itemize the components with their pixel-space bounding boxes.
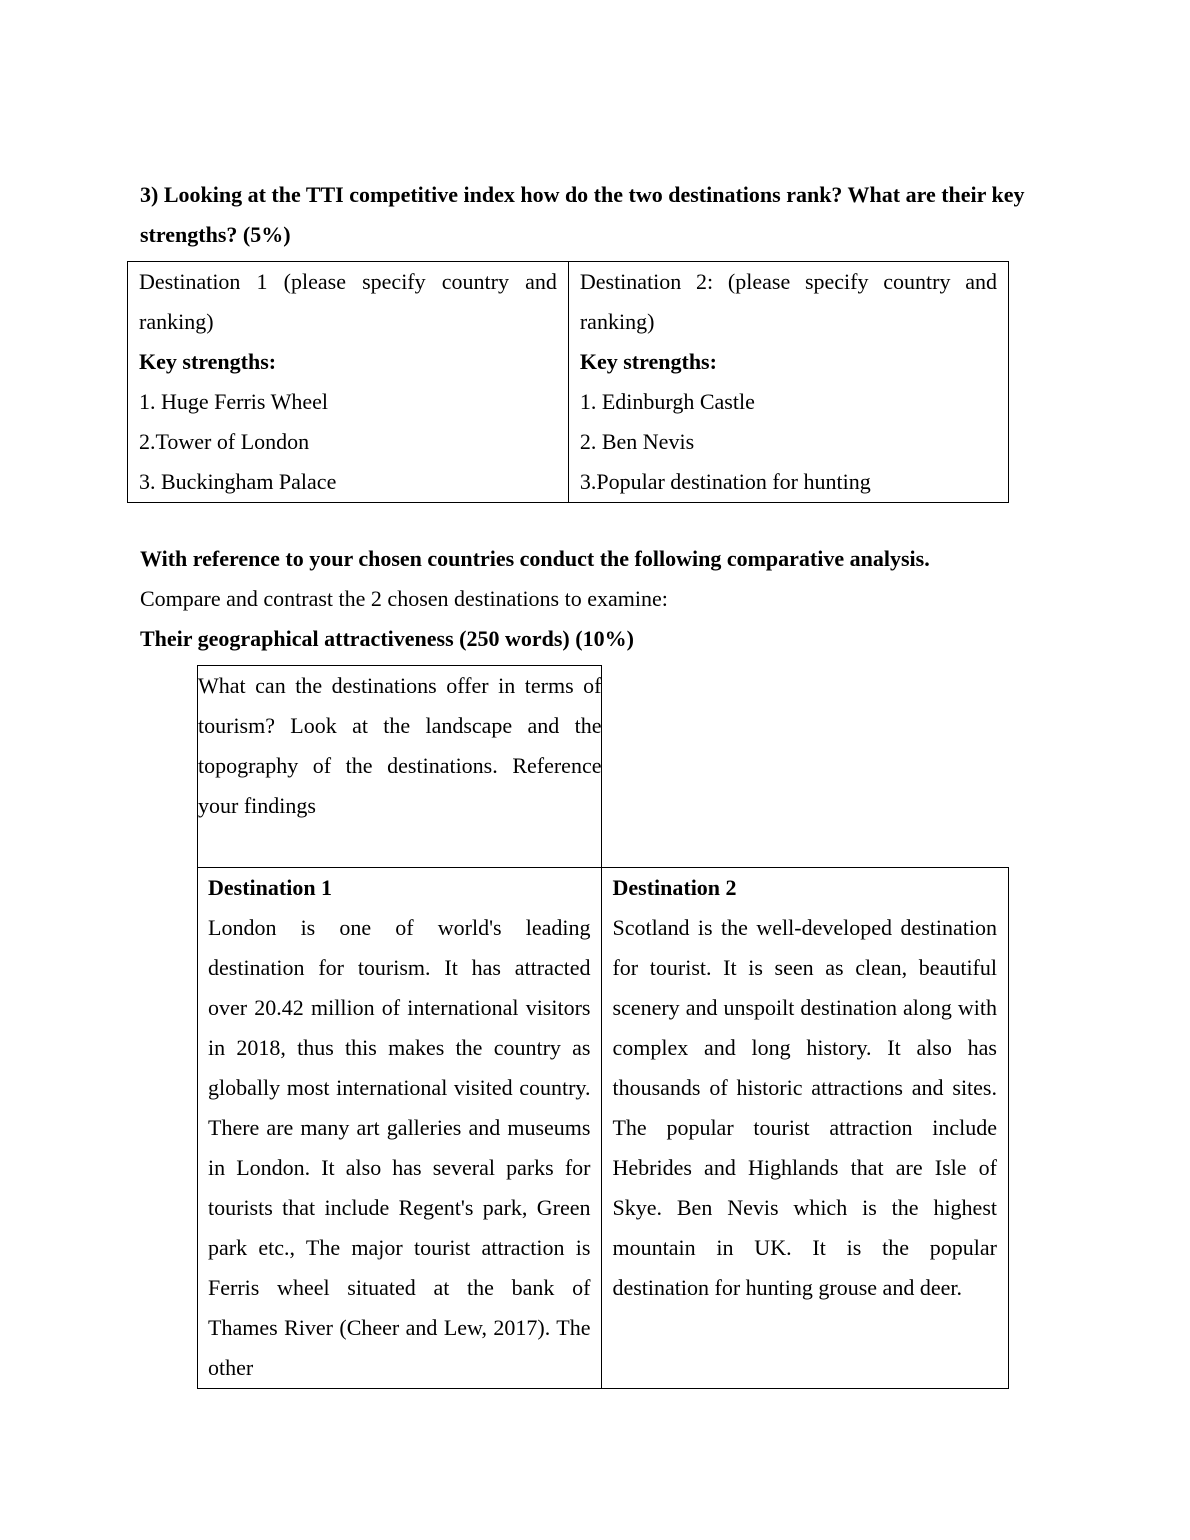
destination-2-description-cell	[602, 868, 1009, 1389]
geographical-table	[197, 665, 1009, 1389]
destination-1-strength-item: 1. Huge Ferris Wheel	[139, 389, 328, 414]
prompt-text: What can the destinations offer in terms of tourism? Look at the landscape and the topography of the destinations. Reference your findings	[198, 673, 602, 818]
prompt-cell	[198, 666, 602, 868]
destination-2-title: Destination 2	[612, 875, 737, 900]
destination-1-strengths-label: Key strengths:	[139, 349, 277, 374]
destination-2-strengths-label: Key strengths:	[579, 349, 717, 374]
destination-1-strength-item: 3. Buckingham Palace	[139, 469, 337, 494]
destination-2-strength-item: 3.Popular destination for hunting	[579, 469, 871, 494]
question-3-heading: 3) Looking at the TTI competitive index how do the two destinations rank? What are their key strengths? (5%)	[140, 182, 1025, 247]
comparative-heading: With reference to your chosen countries conduct the following comparative analysis.	[140, 546, 930, 571]
destination-1-strength-item: 2.Tower of London	[139, 429, 310, 454]
destination-2-strength-item: 2. Ben Nevis	[579, 429, 695, 454]
comparative-intro: Compare and contrast the 2 chosen destinations to examine:	[140, 586, 668, 611]
geographical-subheading: Their geographical attractiveness (250 words) (10%)	[140, 626, 634, 651]
destination-1-cell	[128, 262, 569, 503]
destination-1-header: Destination 1 (please specify country and ranking)	[139, 269, 557, 334]
destination-2-header: Destination 2: (please specify country and ranking)	[579, 269, 997, 334]
destination-1-body: London is one of world's leading destination for tourism. It has attracted over 20.42 million of international visitors in 2018, thus this makes the country as globally most international visited country. There are many art galleries and museums in London. It also has several parks for tourists that include Regent's park, Green park etc., The major tourist attraction is Ferris wheel situated at the bank of Thames River (Cheer and Lew, 2017). The other	[208, 915, 591, 1380]
ranking-table	[127, 261, 1009, 503]
destination-2-cell	[568, 262, 1008, 503]
destination-1-description-cell	[198, 868, 602, 1389]
destination-2-strength-item: 1. Edinburgh Castle	[579, 389, 755, 414]
destination-2-body: Scotland is the well-developed destination for tourist. It is seen as clean, beautiful scenery and unspoilt destination along with complex and long history. It also has thousands of historic attractions and sites. The popular tourist attraction include Hebrides and Highlands that are Isle of Skye. Ben Nevis which is the highest mountain in UK. It is the popular destination for hunting grouse and deer.	[612, 915, 997, 1300]
empty-cell	[602, 666, 1009, 868]
destination-1-title: Destination 1	[208, 875, 333, 900]
